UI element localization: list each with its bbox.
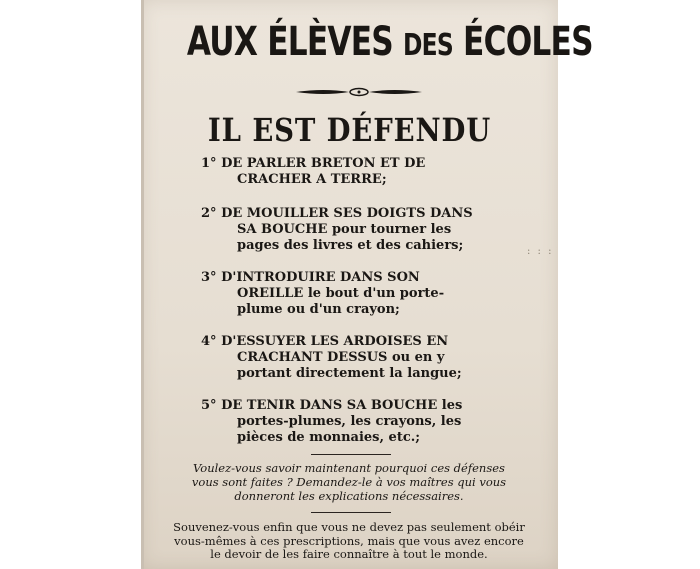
rule-1	[201, 156, 501, 188]
rule-line: 1° DE PARLER BRETON ET DE	[201, 156, 426, 171]
note-line: vous sont faites ? Demandez-le à vos maîtres qui vous	[191, 475, 507, 489]
rule-line: 2° DE MOUILLER SES DOIGTS DANS	[201, 206, 473, 221]
faint-marks: : : :	[527, 246, 554, 257]
rule-line: OREILLE le bout d'un porte-	[237, 286, 445, 301]
final-line: Souvenez-vous enfin que vous ne devez pas seulement obéir	[173, 520, 525, 534]
rule-line: CRACHER A TERRE;	[237, 172, 387, 187]
wall-left	[0, 0, 140, 569]
note-line: donneront les explications nécessaires.	[234, 489, 464, 503]
rule-5	[201, 398, 501, 446]
rule-line: CRACHANT DESSUS ou en y	[237, 350, 445, 365]
note-line: Voulez-vous savoir maintenant pourquoi ces défenses	[193, 461, 505, 475]
rule-line: pièces de monnaies, etc.;	[237, 430, 421, 445]
final-line: vous-mêmes à ces prescriptions, mais que vous avez encore	[174, 533, 524, 548]
flourish-ornament	[294, 86, 424, 98]
closing-paragraph	[169, 521, 529, 562]
title-part-1: AUX ÉLÈVES	[186, 19, 404, 65]
explanation-note	[169, 461, 529, 503]
rule-line: portant directement la langue;	[237, 366, 462, 381]
title-part-2: ÉCOLES	[452, 19, 593, 65]
separator-line	[311, 512, 391, 513]
frame-edge	[141, 0, 144, 569]
rule-2	[201, 206, 501, 254]
rule-line: pages des livres et des cahiers;	[237, 238, 464, 253]
poster-title	[186, 14, 593, 74]
separator-line	[311, 454, 391, 455]
rule-line: 5° DE TENIR DANS SA BOUCHE les	[201, 398, 463, 413]
rule-4	[201, 334, 501, 382]
rule-line: portes-plumes, les crayons, les	[237, 414, 462, 429]
rule-line: SA BOUCHE pour tourner les	[237, 222, 452, 237]
title-part-small: DES	[403, 28, 453, 63]
poster	[141, 0, 593, 569]
heading-defendu: IL EST DÉFENDU	[207, 111, 492, 149]
rule-line: plume ou d'un crayon;	[237, 302, 400, 317]
wall-right	[560, 0, 700, 569]
rule-line: 3° D'INTRODUIRE DANS SON	[201, 270, 420, 285]
final-line: le devoir de les faire connaître à tout le monde.	[210, 547, 488, 561]
rule-3	[201, 270, 501, 318]
rule-line: 4° D'ESSUYER LES ARDOISES EN	[201, 334, 449, 349]
